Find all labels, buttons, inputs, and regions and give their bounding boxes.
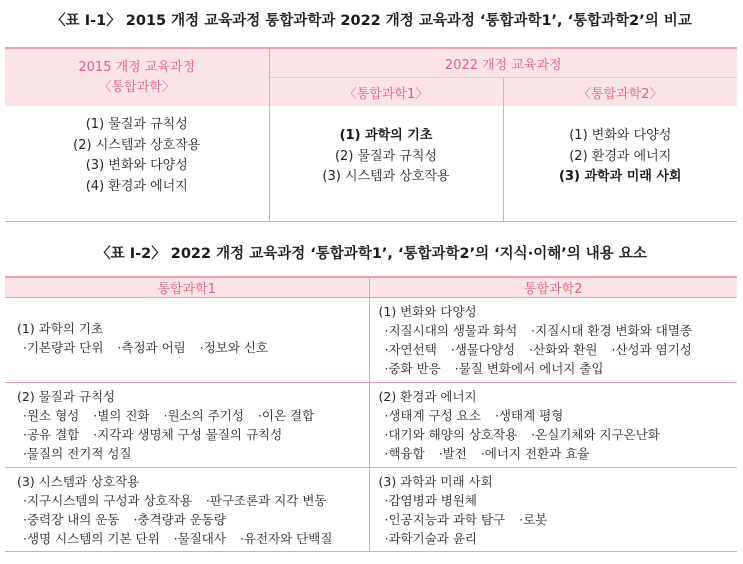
element-item: ·기본량과 단위 bbox=[23, 340, 104, 355]
list-item: (4) 환경과 에너지 bbox=[85, 178, 188, 194]
element-item: ·감염병과 병원체 bbox=[384, 493, 477, 508]
column-2015-cell bbox=[5, 106, 269, 222]
element-item: ·유전자와 단백질 bbox=[239, 531, 333, 546]
element-item: ·별의 진화 bbox=[93, 408, 150, 423]
unit-title: (3) 시스템과 상호작용 bbox=[17, 474, 140, 489]
element-item: ·물질 변화에서 에너지 출입 bbox=[454, 361, 604, 376]
element-line bbox=[379, 510, 738, 529]
element-item: ·자연선택 bbox=[384, 342, 437, 357]
list-item: (2) 시스템과 상호작용 bbox=[73, 137, 201, 153]
element-item: ·공유 결합 bbox=[23, 427, 80, 442]
element-item: ·핵융합 bbox=[384, 446, 425, 461]
element-item: ·에너지 전환과 효율 bbox=[480, 446, 590, 461]
header-ts1-cell: 〈통합과학1〉 bbox=[269, 78, 503, 107]
table-row bbox=[5, 383, 737, 468]
element-line bbox=[17, 510, 369, 529]
element-item: ·대기와 해양의 상호작용 bbox=[384, 427, 518, 442]
header-2015-cell bbox=[5, 48, 269, 106]
unit-title: (2) 물질과 규칙성 bbox=[17, 389, 116, 404]
header-ts2-cell: 〈통합과학2〉 bbox=[503, 78, 737, 107]
content-elements-table bbox=[5, 276, 737, 552]
element-item: ·물질대사 bbox=[173, 531, 226, 546]
list-item-new: (1) 과학의 기초 bbox=[339, 128, 433, 143]
content-table-body bbox=[5, 298, 737, 552]
element-item: ·중력장 내의 운동 bbox=[23, 512, 120, 527]
element-line bbox=[17, 491, 369, 510]
element-item: ·인공지능과 과학 탐구 bbox=[384, 512, 506, 527]
element-line bbox=[379, 529, 738, 548]
list-item: (1) 변화와 다양성 bbox=[569, 128, 672, 143]
unit-title: (1) 변화와 다양성 bbox=[378, 304, 477, 319]
element-item: ·생명 시스템의 기본 단위 bbox=[23, 531, 160, 546]
list-item: (2) 환경과 에너지 bbox=[569, 148, 672, 164]
element-item: ·산성과 염기성 bbox=[611, 342, 692, 357]
element-line bbox=[17, 529, 369, 548]
header-2015-label: 2015 개정 교육과정 bbox=[78, 59, 196, 75]
element-line bbox=[379, 444, 738, 463]
unit-title: (1) 과학의 기초 bbox=[17, 321, 104, 336]
header-ts1: 통합과학1 bbox=[5, 277, 369, 298]
table-row bbox=[5, 298, 737, 383]
ts1-cell bbox=[5, 298, 369, 383]
element-item: ·이온 결합 bbox=[257, 408, 315, 423]
element-item: ·생물다양성 bbox=[450, 342, 516, 357]
ts2-cell bbox=[369, 298, 737, 383]
ts1-cell bbox=[5, 468, 369, 552]
list-item: (2) 물질과 규칙성 bbox=[334, 148, 438, 164]
element-item: ·산화와 환원 bbox=[529, 342, 598, 357]
list-item-new: (3) 과학과 미래 사회 bbox=[559, 169, 682, 184]
element-item: ·충격량과 운동량 bbox=[133, 512, 226, 527]
element-line bbox=[379, 425, 738, 444]
element-line bbox=[17, 338, 369, 357]
element-item: ·원소의 주기성 bbox=[163, 408, 244, 423]
list-item: (1) 물질과 규칙성 bbox=[85, 117, 188, 132]
element-item: ·정보와 신호 bbox=[199, 340, 269, 355]
ts2-cell bbox=[369, 383, 737, 468]
unit-title: (3) 과학과 미래 사회 bbox=[378, 474, 493, 489]
table2-caption: 〈표 Ⅰ-2〉 2022 개정 교육과정 ‘통합과학1’, ‘통합과학2’의 ‘지식·이해’의 내용 요소 bbox=[96, 246, 647, 262]
element-item: ·지각과 생명체 구성 물질의 규칙성 bbox=[93, 427, 283, 442]
element-item: ·판구조론과 지각 변동 bbox=[205, 493, 327, 508]
header-2022-cell: 2022 개정 교육과정 bbox=[269, 48, 737, 78]
comparison-table bbox=[5, 47, 737, 222]
element-item: ·중화 반응 bbox=[384, 361, 441, 376]
table-row bbox=[5, 468, 737, 552]
unit-title: (2) 환경과 에너지 bbox=[378, 389, 477, 404]
element-line bbox=[17, 406, 369, 425]
element-item: ·생태계 평형 bbox=[494, 408, 564, 423]
ts1-cell bbox=[5, 383, 369, 468]
element-item: ·지질시대 환경 변화와 대멸종 bbox=[531, 323, 692, 338]
element-item: ·측정과 어림 bbox=[117, 340, 186, 355]
column-ts1-cell bbox=[269, 106, 503, 222]
list-item: (3) 변화와 다양성 bbox=[85, 158, 188, 173]
element-item: ·로봇 bbox=[519, 512, 548, 527]
element-item: ·원소 형성 bbox=[23, 408, 80, 423]
element-line bbox=[17, 444, 369, 463]
element-item: ·생태계 구성 요소 bbox=[384, 408, 481, 423]
header-ts2: 통합과학2 bbox=[369, 277, 737, 298]
column-ts2-cell bbox=[503, 106, 737, 222]
element-line bbox=[379, 491, 738, 510]
element-line bbox=[379, 321, 738, 340]
element-item: ·지구시스템의 구성과 상호작용 bbox=[23, 493, 192, 508]
table1-caption: 〈표 Ⅰ-1〉 2015 개정 교육과정 통합과학과 2022 개정 교육과정 ‘통합과학1’, ‘통합과학2’의 비교 bbox=[51, 13, 692, 29]
element-line bbox=[379, 359, 738, 378]
ts2-cell bbox=[369, 468, 737, 552]
element-line bbox=[379, 340, 738, 359]
list-item: (3) 시스템과 상호작용 bbox=[322, 169, 450, 184]
element-item: ·과학기술과 윤리 bbox=[384, 531, 477, 546]
element-item: ·물질의 전기적 성질 bbox=[23, 446, 132, 461]
element-line bbox=[17, 425, 369, 444]
element-item: ·지질시대의 생물과 화석 bbox=[384, 323, 518, 338]
element-item: ·온실기체와 지구온난화 bbox=[531, 427, 660, 442]
element-line bbox=[379, 406, 738, 425]
element-item: ·발전 bbox=[438, 446, 467, 461]
header-2015-sublabel: 〈통합과학〉 bbox=[98, 79, 175, 95]
